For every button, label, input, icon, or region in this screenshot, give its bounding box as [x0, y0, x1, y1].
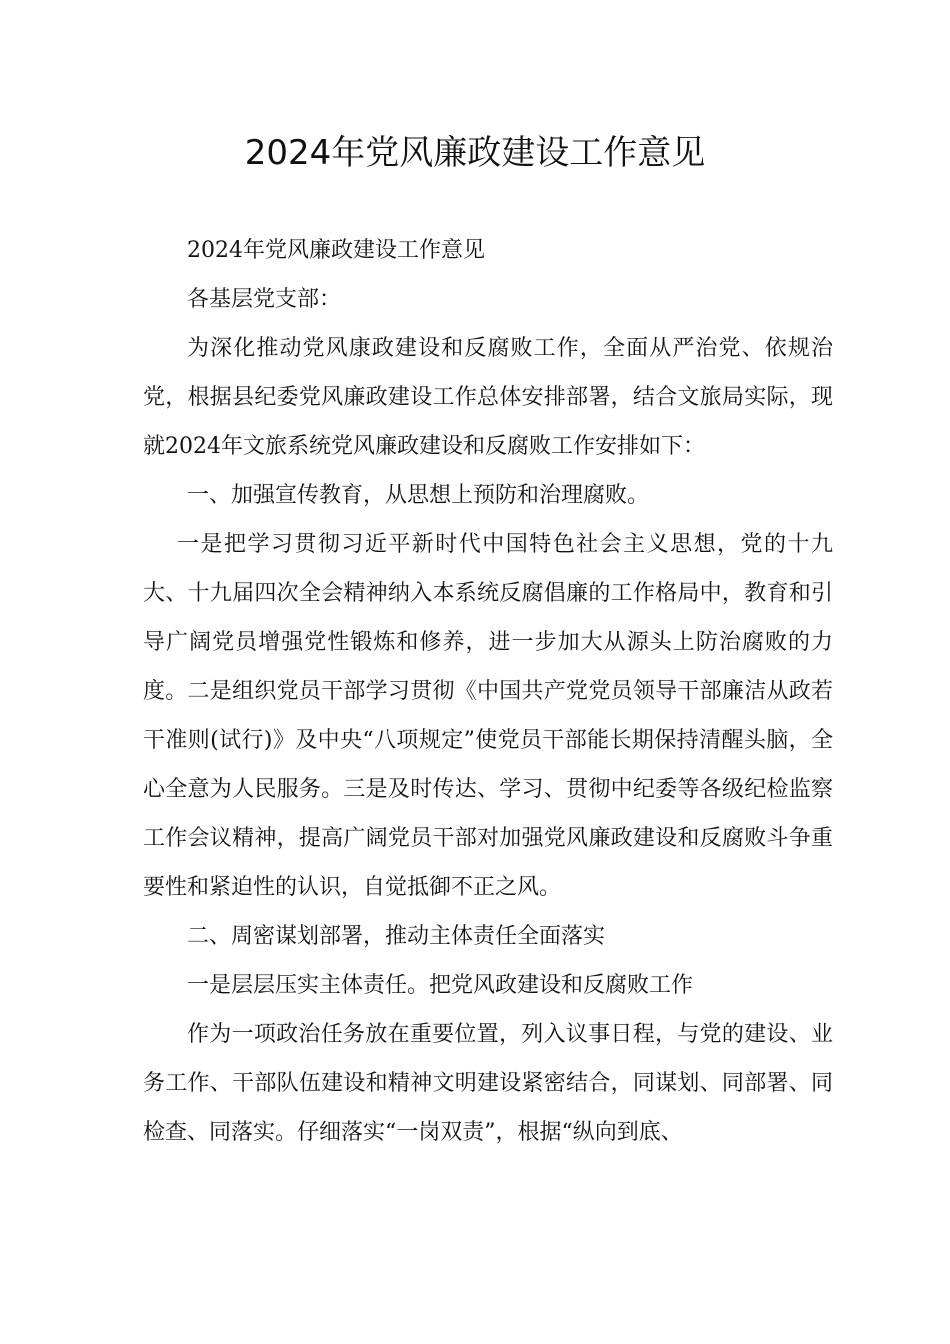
document-body — [143, 226, 833, 1157]
section-heading-1: 一、加强宣传教育，从思想上预防和治理腐败。 — [187, 483, 650, 508]
paragraph-salutation: 各基层党支部： — [187, 287, 342, 312]
paragraph-intro: 为深化推动党风康政建设和反腐败工作，全面从严治党、依规治党，根据县纪委党风廉政建设工作总体安排部署，结合文旅局实际，现就2024年文旅系统党风廉政建设和反腐败工作安排如下： — [143, 336, 833, 459]
paragraph-heading-repeat: 2024年党风廉政建设工作意见 — [187, 238, 485, 263]
section-heading-2: 二、周密谋划部署，推动主体责任全面落实 — [187, 924, 606, 949]
paragraph-section-1-body: 一是把学习贯彻习近平新时代中国特色社会主义思想，党的十九大、十九届四次全会精神纳入本系统反腐倡廉的工作格局中，教育和引导广阔党员增强党性锻炼和修养，进一步加大从源头上防治腐败的力度。二是组织党员干部学习贯彻《中国共产党党员领导干部廉洁从政若干准则(试行)》及中央“八项规定”使党员干部能长期保持清醒头脑，全心全意为人民服务。三是及时传达、学习、贯彻中纪委等各级纪检监察工作会议精神，提高广阔党员干部对加强党风廉政建设和反腐败斗争重要性和紧迫性的认识，自觉抵御不正之风。 — [143, 532, 833, 900]
document-title: 2024年党风廉政建设工作意见 — [244, 133, 706, 173]
paragraph-section-2-point-1: 一是层层压实主体责任。把党风政建设和反腐败工作 — [187, 973, 694, 998]
paragraph-section-2-body: 作为一项政治任务放在重要位置，列入议事日程，与党的建设、业务工作、干部队伍建设和精神文明建设紧密结合，同谋划、同部署、同检查、同落实。仔细落实“一岗双责”，根据“纵向到底、 — [143, 1022, 833, 1145]
